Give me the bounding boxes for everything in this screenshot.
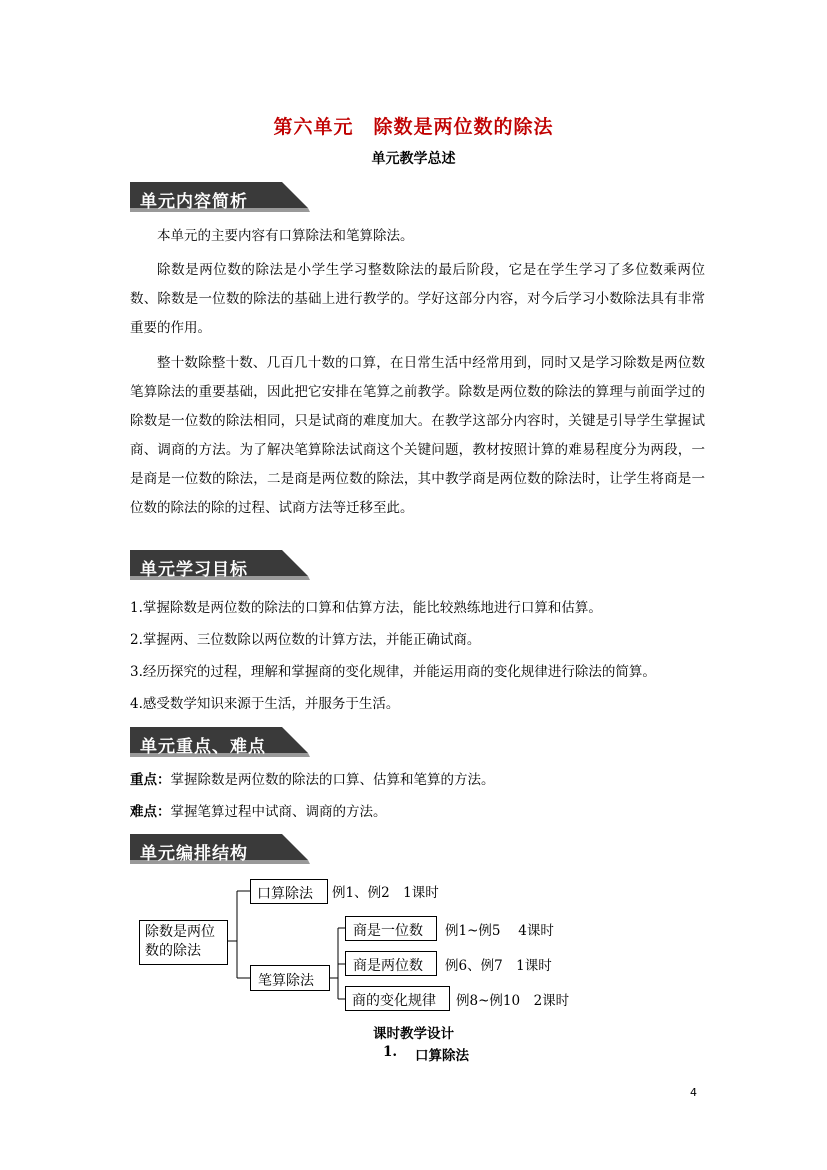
root-line-2: 数的除法 bbox=[145, 943, 201, 959]
sub-note-3: 例8~例10 2课时 bbox=[456, 993, 570, 1009]
paragraph-1: 本单元的主要内容有口算除法和笔算除法。 bbox=[157, 228, 414, 244]
goal-item: 2.掌握两、三位数除以两位数的计算方法，并能正确试商。 bbox=[130, 632, 481, 648]
sub-note-1: 例1~例5 4课时 bbox=[445, 923, 554, 939]
page-title: 第六单元 除数是两位数的除法 bbox=[273, 116, 554, 138]
sub-box-2: 商是两位数 bbox=[345, 951, 437, 976]
difficulty-text: 掌握笔算过程中试商、调商的方法。 bbox=[170, 804, 387, 820]
goal-item: 4.感受数学知识来源于生活，并服务于生活。 bbox=[130, 696, 400, 712]
paragraph-2: 除数是两位数的除法是小学生学习整数除法的最后阶段，它是在学生学习了多位数乘两位数、除数是一位数的除法的基础上进行教学的。学好这部分内容，对今后学习小数除法具有非常重要的作用。 bbox=[130, 262, 705, 336]
design-title: 课时教学设计 bbox=[373, 1026, 454, 1042]
section-title-key: 单元重点、难点 bbox=[140, 737, 266, 757]
lesson-number: 1. bbox=[383, 1044, 398, 1060]
sub-box-3: 商的变化规律 bbox=[345, 986, 450, 1011]
sub-box-1: 商是一位数 bbox=[345, 916, 437, 941]
sub-note-2: 例6、例7 1课时 bbox=[445, 958, 552, 974]
oral-box: 口算除法 bbox=[250, 879, 328, 904]
lesson-title: 口算除法 bbox=[415, 1048, 469, 1064]
section-title-structure: 单元编排结构 bbox=[140, 844, 248, 864]
difficulty-label: 难点： bbox=[130, 804, 171, 820]
root-line-1: 除数是两位 bbox=[145, 924, 215, 940]
written-box: 笔算除法 bbox=[250, 965, 330, 991]
section-title-content: 单元内容简析 bbox=[140, 192, 248, 212]
goal-item: 3.经历探究的过程，理解和掌握商的变化规律，并能运用商的变化规律进行除法的简算。 bbox=[130, 664, 656, 680]
oral-note: 例1、例2 1课时 bbox=[332, 885, 439, 901]
key-label: 重点： bbox=[130, 772, 171, 788]
paragraph-3: 整十数除整十数、几百几十数的口算，在日常生活中经常用到，同时又是学习除数是两位数笔算除法的重要基础，因此把它安排在笔算之前教学。除数是两位数的除法的算理与前面学过的除数是一位数的除法相同，只是试商的难度加大。在教学这部分内容时，关键是引导学生掌握试商、调商的方法。为了解决笔算除法试商这个关键问题，教材按照计算的难易程度分为两段，一是商是一位数的除法，二是商是两位数的除法，其中教学商是两位数的除法时，让学生将商是一位数的除法的除的过程、试商方法等迁移至此。 bbox=[130, 355, 705, 516]
section-title-goals: 单元学习目标 bbox=[140, 560, 248, 580]
key-text: 掌握除数是两位数的除法的口算、估算和笔算的方法。 bbox=[170, 772, 495, 788]
page-subtitle: 单元教学总述 bbox=[371, 151, 456, 167]
goal-item: 1.掌握除数是两位数的除法的口算和估算方法，能比较熟练地进行口算和估算。 bbox=[130, 600, 602, 616]
page-number: 4 bbox=[690, 1086, 697, 1099]
root-box bbox=[139, 920, 228, 965]
